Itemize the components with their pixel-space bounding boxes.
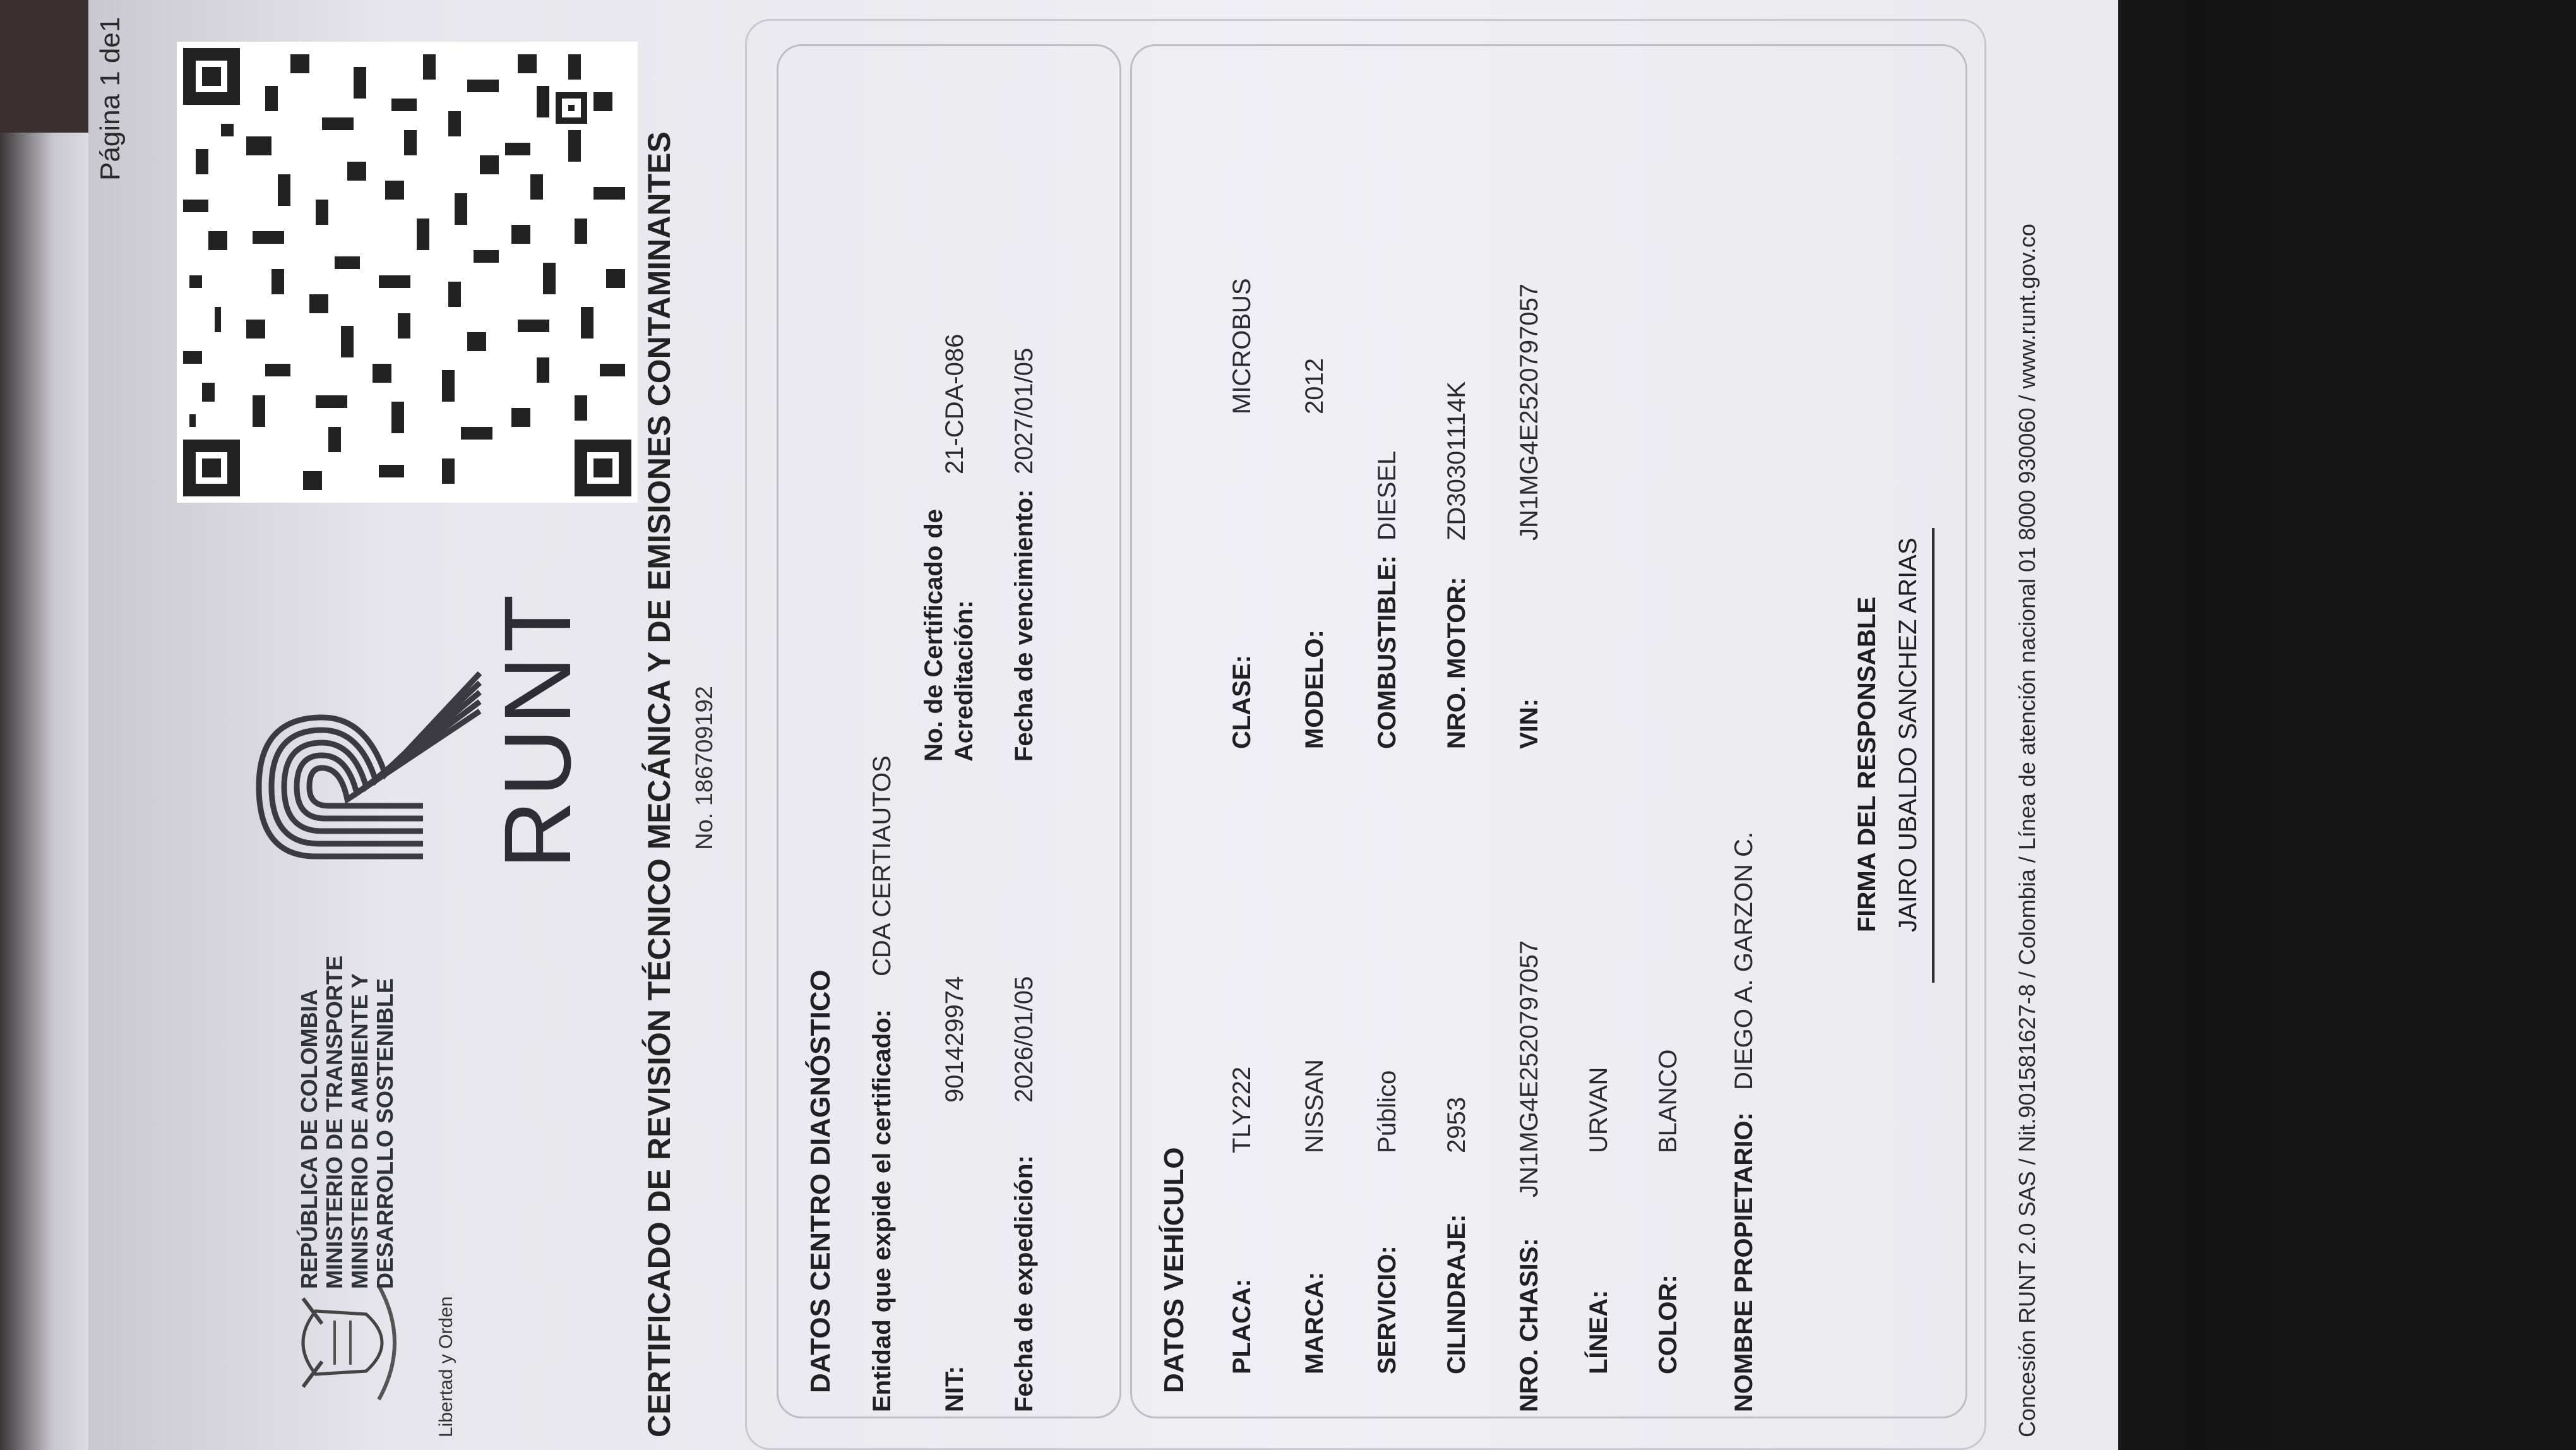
acreditacion-label-line: Acreditación: (950, 600, 978, 762)
servicio-value: Público (1373, 1070, 1401, 1153)
firma-title: FIRMA DEL RESPONSABLE (1853, 596, 1881, 932)
propietario-label: NOMBRE PROPIETARIO: (1730, 1112, 1758, 1412)
modelo-label: MODELO: (1301, 630, 1328, 749)
entidad-label: Entidad que expide el certificado: (868, 1009, 896, 1412)
firma-name: JAIRO UBALDO SANCHEZ ARIAS (1894, 537, 1922, 932)
vin-label: VIN: (1515, 698, 1543, 749)
chasis-value: JN1MG4E2520797057 (1515, 940, 1543, 1197)
expedicion-label: Fecha de expedición: (1010, 1155, 1038, 1412)
gov-line: DESARROLLO SOSTENIBLE (372, 978, 398, 1289)
document-number: No. 186709192 (691, 686, 718, 850)
clase-value: MICROBUS (1228, 278, 1256, 414)
cilindraje-label: CILINDRAJE: (1443, 1214, 1470, 1374)
government-entities (297, 956, 398, 1289)
propietario-value: DIEGO A. GARZON C. (1730, 832, 1758, 1090)
marca-value: NISSAN (1301, 1059, 1328, 1153)
vehiculo-section-title: DATOS VEHÍCULO (1159, 1147, 1190, 1393)
vin-value: JN1MG4E2520797057 (1515, 284, 1543, 541)
servicio-label: SERVICIO: (1373, 1245, 1401, 1374)
gov-line: MINISTERIO DE TRANSPORTE (321, 955, 347, 1289)
gov-line: REPÚBLICA DE COLOMBIA (296, 989, 322, 1289)
sheet-shadow (2185, 0, 2286, 1450)
acreditacion-label (919, 509, 979, 762)
vencimiento-label: Fecha de vencimiento: (1010, 489, 1038, 762)
placa-label: PLACA: (1228, 1278, 1256, 1374)
footer-text: Concesión RUNT 2.0 SAS / Nit.901581627-8 / Colombia / Línea de atención nacional 01 8000 930060 / www.runt.gov.co (2014, 224, 2040, 1437)
placa-value: TLY222 (1228, 1066, 1256, 1153)
runt-logo-text: RUNT (484, 590, 590, 869)
cilindraje-value: 2953 (1443, 1097, 1470, 1153)
combustible-value: DIESEL (1373, 450, 1401, 541)
color-value: BLANCO (1654, 1049, 1682, 1153)
page-number: Página 1 de1 (95, 16, 126, 181)
color-label: COLOR: (1654, 1274, 1682, 1374)
motor-value: ZD30301114K (1443, 381, 1470, 541)
modelo-value: 2012 (1301, 358, 1328, 414)
linea-value: URVAN (1585, 1067, 1613, 1153)
vencimiento-value: 2027/01/05 (1010, 347, 1038, 474)
signature-line (1932, 528, 1935, 983)
nit-value: 901429974 (941, 976, 969, 1103)
linea-label: LÍNEA: (1585, 1290, 1613, 1374)
nit-label: NIT: (941, 1365, 969, 1412)
runt-logo-icon (240, 616, 511, 882)
gov-line: MINISTERIO DE AMBIENTE Y (347, 973, 373, 1289)
marca-label: MARCA: (1301, 1271, 1328, 1374)
document-title: CERTIFICADO DE REVISIÓN TÉCNICO MECÁNICA Y DE EMISIONES CONTAMINANTES (641, 131, 677, 1437)
combustible-label: COMBUSTIBLE: (1373, 555, 1401, 749)
expedicion-value: 2026/01/05 (1010, 976, 1038, 1103)
acreditacion-label-line: No. de Certificado de (920, 508, 948, 762)
clase-label: CLASE: (1228, 655, 1256, 749)
motor-label: NRO. MOTOR: (1443, 577, 1470, 749)
centro-section-title: DATOS CENTRO DIAGNÓSTICO (805, 969, 836, 1393)
acreditacion-value: 21-CDA-086 (941, 333, 969, 474)
entidad-value: CDA CERTIAUTOS (868, 755, 896, 976)
qr-code (177, 42, 638, 503)
national-motto: Libertad y Orden (436, 1296, 456, 1437)
chasis-label: NRO. CHASIS: (1515, 1238, 1543, 1412)
